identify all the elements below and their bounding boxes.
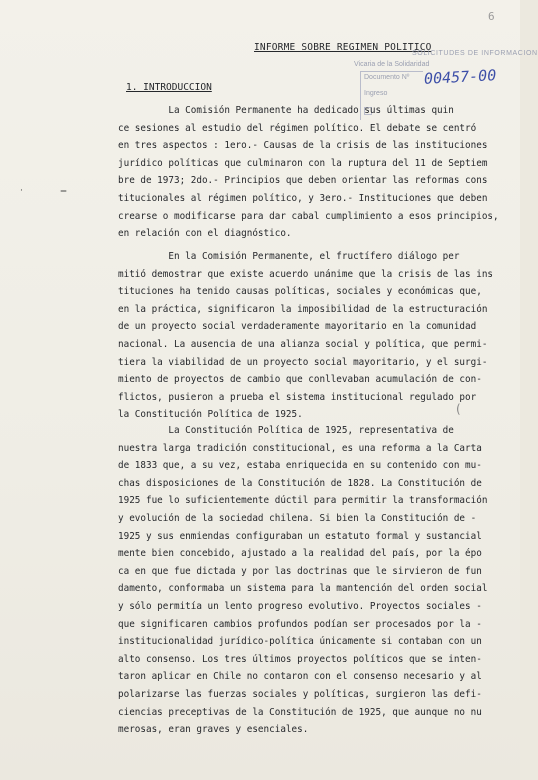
- text-line: de 1833 que, a su vez, estaba enriquecida en su contenido con mu-: [118, 460, 482, 472]
- margin-pencil-mark: (: [456, 402, 461, 416]
- text-line: titucionales al régimen político, y 3ero.- Instituciones que deben: [118, 192, 488, 204]
- handwritten-document-number: 00457-00: [423, 66, 497, 88]
- text-line: polarizarse las fuerzas sociales y políticas, surgieron las defi-: [118, 688, 482, 700]
- text-line: de un proyecto social verdaderamente mayoritario en la comunidad: [118, 321, 477, 333]
- text-line: tituciones ha tenido causas políticas, sociales y económicas que,: [118, 286, 482, 298]
- paragraph-3: [118, 422, 490, 739]
- text-line: bre de 1973; 2do.- Principios que deben orientar las reformas cons: [118, 175, 488, 187]
- stamp-document-label: Documento Nº: [364, 74, 410, 81]
- section-heading: 1. INTRODUCCION: [126, 82, 212, 93]
- text-line: 1925 y sus enmiendas configuraban un estatuto formal y sustancial: [118, 530, 482, 542]
- text-line: y sólo permitía un lento progreso evolutivo. Proyectos sociales -: [118, 600, 482, 612]
- text-line: merosas, eran graves y esenciales.: [118, 724, 309, 736]
- text-line: la Constitución Política de 1925.: [118, 409, 303, 421]
- document-title: INFORME SOBRE REGIMEN POLITICO: [254, 42, 432, 53]
- text-line: damento, conformaba un sistema para la mantención del orden social: [118, 583, 488, 595]
- text-line: taron aplicar en Chile no contaron con el consenso necesario y al: [118, 671, 482, 683]
- text-line: en tres aspectos : 1ero.- Causas de la crisis de las instituciones: [118, 140, 488, 152]
- text-line: y evolución de la sociedad chilena. Si bien la Constitución de -: [118, 512, 477, 524]
- margin-mark-left: ·: [20, 186, 23, 196]
- stamp-subunit: Vicaria de la Solidaridad: [354, 61, 430, 68]
- text-line: ca en que fue dictada y por las doctrinas que le sirvieron de fun: [118, 565, 482, 577]
- text-line: nuestra larga tradición constitucional, es una reforma a la Carta: [118, 442, 482, 454]
- text-line: 1925 fue lo suficientemente dúctil para permitir la transformación: [118, 495, 488, 507]
- text-line: crearse o modificarse para dar cabal cumplimiento a esos principios,: [118, 210, 499, 222]
- text-line: en relación con el diagnóstico.: [118, 228, 292, 240]
- text-line: miento de proyectos de cambio que conllevaban acumulación de con-: [118, 374, 482, 386]
- text-line: que significaren cambios profundos podían ser procesados por la -: [118, 618, 482, 630]
- text-line: mitió demostrar que existe acuerdo unánime que la crisis de las ins: [118, 268, 494, 280]
- paragraph-2: [118, 248, 494, 424]
- text-line: flictos, pusieron a prueba el sistema institucional regulado por: [118, 391, 477, 403]
- stamp-ingreso-label: Ingreso: [364, 90, 388, 97]
- text-line: jurídico políticas que culminaron con la ruptura del 11 de Septiem: [118, 157, 488, 169]
- text-line: La Constitución Política de 1925, representativa de: [118, 425, 454, 436]
- text-line: nacional. La ausencia de una alianza social y política, que permi-: [118, 338, 488, 350]
- margin-dash-mark: –: [60, 183, 67, 199]
- text-line: alto consenso. Los tres últimos proyectos políticos que se inten-: [118, 653, 482, 665]
- text-line: institucionalidad jurídico-política únicamente si contaban con un: [118, 636, 482, 648]
- text-line: ce sesiones al estudio del régimen político. El debate se centró: [118, 122, 477, 134]
- text-line: En la Comisión Permanente, el fructífero diálogo per: [118, 251, 460, 262]
- text-line: en la práctica, significaron la imposibilidad de la estructuración: [118, 303, 488, 315]
- text-line: ciencias preceptivas de la Constitución de 1925, que aunque no nu: [118, 706, 482, 718]
- text-line: mente bien concebido, ajustado a la realidad del país, por la épo: [118, 548, 482, 560]
- text-line: tiera la viabilidad de un proyecto social mayoritario, y el surgi-: [118, 356, 488, 368]
- text-line: La Comisión Permanente ha dedicado sus últimas quin: [118, 105, 454, 116]
- paragraph-1: [118, 102, 499, 243]
- stamp-agency: SOLICITUDES DE INFORMACION: [412, 50, 538, 57]
- page-number: 6: [488, 10, 495, 23]
- text-line: chas disposiciones de la Constitución de 1828. La Constitución de: [118, 477, 482, 489]
